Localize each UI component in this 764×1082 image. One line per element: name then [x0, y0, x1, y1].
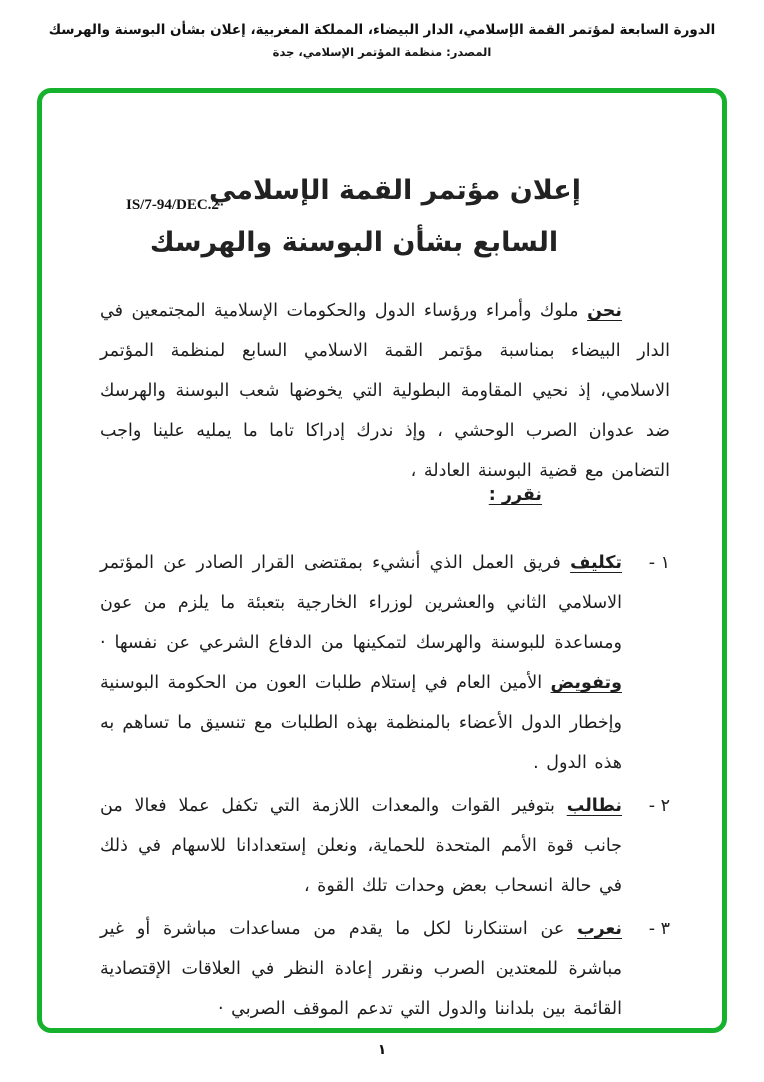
item-1-body-2: الأمين العام في إستلام طلبات العون من الحكومة البوسنية وإخطار الدول الأعضاء بالمنظمة بهذه الطلبات مع تنسيق ما تساهم به هذه الدول .: [100, 673, 622, 773]
document-reference: IS/7-94/DEC.2: [126, 197, 219, 213]
item-1-lead-word: تكليف: [570, 553, 622, 573]
item-2-lead-word: نطالب: [566, 796, 622, 816]
list-item-3: [100, 909, 670, 1029]
decision-label: نقرر :: [488, 485, 542, 505]
list-item-1: [100, 543, 670, 783]
intro-text: ملوك وأمراء ورؤساء الدول والحكومات الإسلامية المجتمعين في الدار البيضاء بمناسبة مؤتمر القمة الاسلامي السابع لمنظمة المؤتمر الاسلامي، إذ نحيي المقاومة البطولية التي يخوضها شعب البوسنة والهرسك ضد عدوان الصرب الوحشي ، وإذ ندرك إدراكا تاما ما يمليه علينا واجب التضامن مع قضية البوسنة العادلة ،: [100, 301, 670, 481]
header-title: الدورة السابعة لمؤتمر القمة الإسلامي، الدار البيضاء، المملكة المغربية، إعلان بشأن البوسنة والهرسك: [48, 22, 716, 38]
list-item-2: [100, 786, 670, 906]
item-1-text: [100, 543, 622, 783]
green-border-frame: [37, 88, 727, 1033]
item-2-text: [100, 786, 622, 906]
item-1-number: ١ -: [648, 553, 670, 573]
header-source: المصدر: منظمة المؤتمر الإسلامي، جدة: [272, 45, 492, 59]
intro-lead-word: نحن: [587, 301, 622, 321]
item-2-body: بتوفير القوات والمعدات اللازمة التي تكفل عملا فعالا من جانب قوة الأمم المتحدة للحماية، ونعلن إستعدادانا للاسهام في ذلك في حالة انسحاب بعض وحدات تلك القوة ،: [100, 796, 622, 896]
decision-items-list: [100, 543, 670, 1029]
page-header: [0, 22, 764, 59]
item-1-lead-word-2: وتفويض: [550, 673, 622, 693]
document-title-line2: السابع بشأن البوسنة والهرسك: [149, 227, 559, 258]
item-2-number: ٢ -: [648, 796, 670, 816]
intro-paragraph: [100, 291, 670, 491]
item-3-body: عن استنكارنا لكل ما يقدم من مساعدات مباشرة أو غير مباشرة للمعتدين الصرب ونقرر إعادة النظر في العلاقات الإقتصادية القائمة بين بلداننا والدول التي تدعم الموقف الصربي ·: [100, 919, 622, 1019]
item-3-number: ٣ -: [648, 919, 670, 939]
item-3-lead-word: نعرب: [577, 919, 622, 939]
document-title-line1: إعلان مؤتمر القمة الإسلامي: [208, 175, 582, 206]
item-1-body: فريق العمل الذي أنشيء بمقتضى القرار الصادر عن المؤتمر الاسلامي الثاني والعشرين لوزراء الخارجية بتعبئة ما يلزم من عون ومساعدة للبوسنة والهرسك لتمكينها من الدفاع الشرعي عن نفسها ·: [100, 553, 622, 653]
item-3-text: [100, 909, 622, 1029]
page-number: ١: [377, 1042, 387, 1058]
